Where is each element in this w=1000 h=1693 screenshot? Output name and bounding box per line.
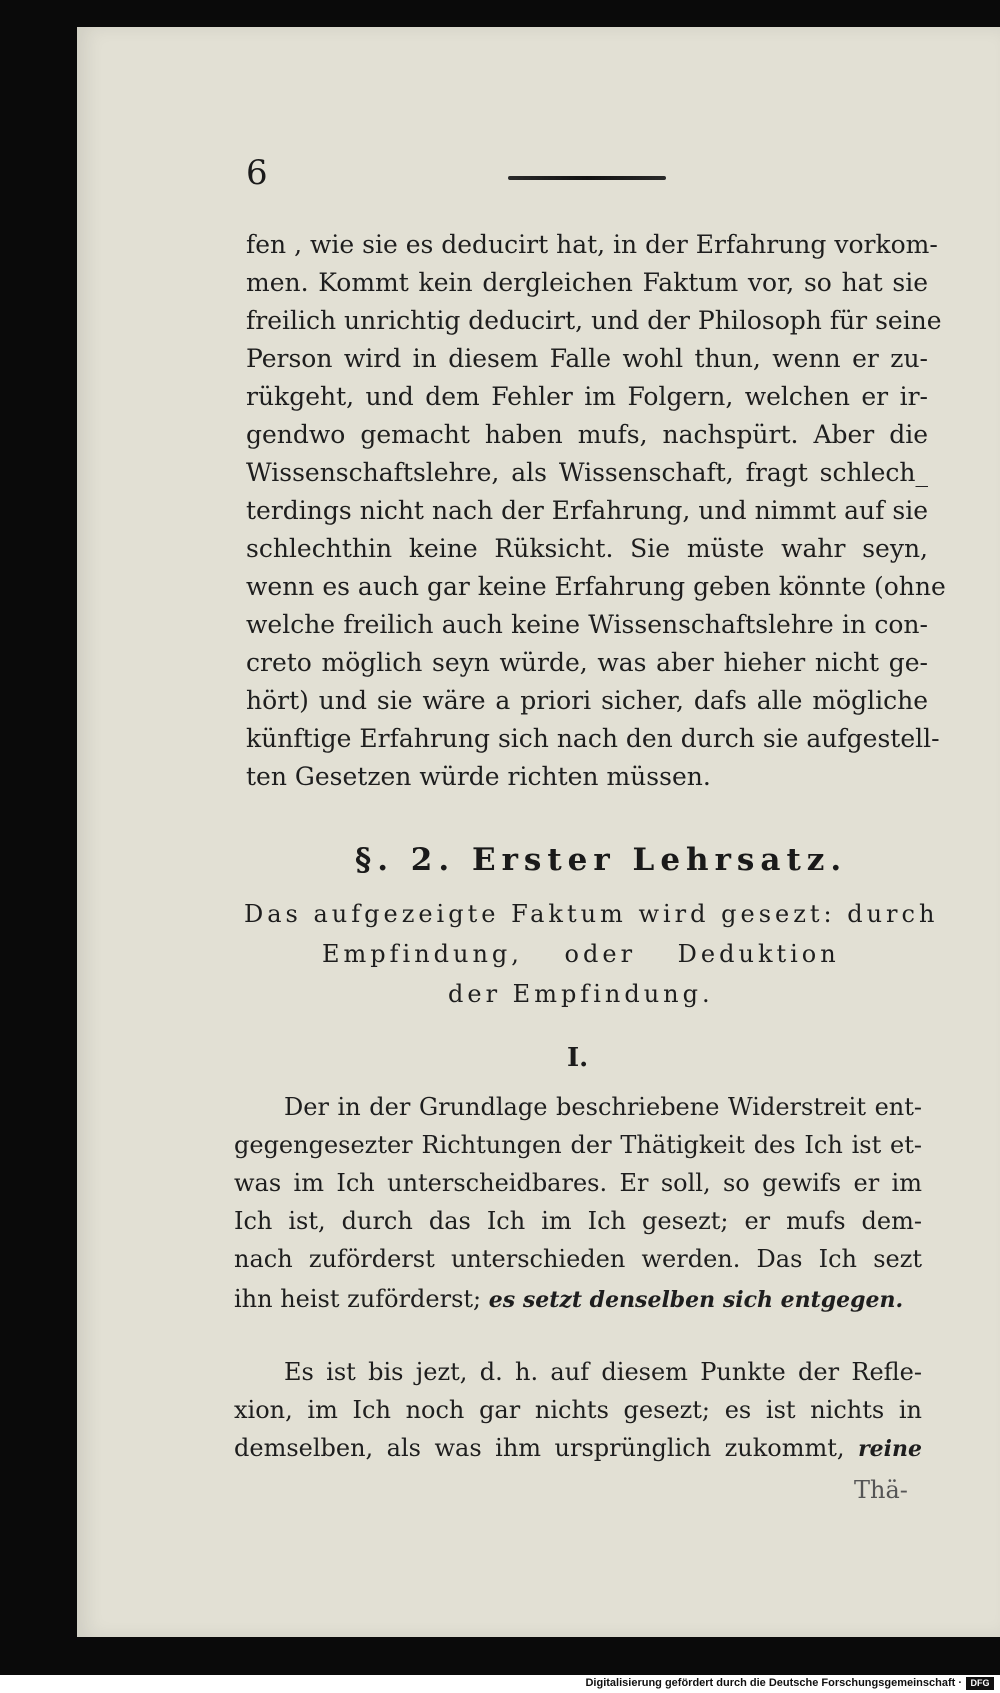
text-line: Es ist bis jezt, d. h. auf diesem Punkte der Refle-: [284, 1358, 922, 1386]
text-plain: ihn heist zuförderst;: [234, 1285, 482, 1313]
text-line: men. Kommt kein dergleichen Faktum vor, so hat sie: [246, 268, 928, 297]
catchword: Thä-: [854, 1476, 908, 1504]
text-line: ten Gesetzen würde richten müssen.: [246, 762, 711, 791]
thesis-line: Das aufgezeigte Faktum wird gesezt: durch: [244, 900, 939, 928]
header-rule: [508, 176, 666, 180]
text-line: Person wird in diesem Falle wohl thun, wenn er zu-: [246, 344, 928, 373]
text-line: [234, 1285, 903, 1313]
thesis-line: Empfindung, oder Deduktion: [322, 940, 840, 968]
text-line: rükgeht, und dem Fehler im Folgern, welchen er ir-: [246, 382, 928, 411]
text-line: künftige Erfahrung sich nach den durch sie aufgestell-: [246, 724, 940, 753]
text-line: was im Ich unterscheidbares. Er soll, so gewifs er im: [234, 1169, 922, 1197]
thesis-line: der Empfindung.: [448, 980, 714, 1008]
text-line: nach zuförderst unterschieden werden. Das Ich sezt: [234, 1245, 922, 1273]
text-line: xion, im Ich noch gar nichts gesezt; es ist nichts in: [234, 1396, 922, 1424]
text-line: Wissenschaftslehre, als Wissenschaft, fragt schlech_: [246, 458, 928, 487]
text-line: fen , wie sie es deducirt hat, in der Erfahrung vorkom-: [246, 230, 938, 259]
text-line: Der in der Grundlage beschriebene Widerstreit ent-: [284, 1093, 922, 1121]
section-heading: §. 2. Erster Lehrsatz.: [355, 842, 848, 878]
text-emphasis: es setzt denselben sich entgegen.: [488, 1287, 904, 1313]
text-plain: demselben, als was ihm ursprünglich zukommt,: [234, 1434, 845, 1462]
text-emphasis: reine: [858, 1436, 922, 1462]
text-line: welche freilich auch keine Wissenschaftslehre in con-: [246, 610, 928, 639]
text-line: gegengesezter Richtungen der Thätigkeit des Ich ist et-: [234, 1131, 922, 1159]
text-line: wenn es auch gar keine Erfahrung geben könnte (ohne: [246, 572, 946, 601]
text-line: freilich unrichtig deducirt, und der Philosoph für seine: [246, 306, 942, 335]
text-line: [234, 1434, 922, 1462]
text-line: terdings nicht nach der Erfahrung, und nimmt auf sie: [246, 496, 928, 525]
text-line: Ich ist, durch das Ich im Ich gesezt; er mufs dem-: [234, 1207, 922, 1235]
text-line: gendwo gemacht haben mufs, nachspürt. Aber die: [246, 420, 928, 449]
footer-credit: Digitalisierung gefördert durch die Deutsche Forschungsgemeinschaft ·: [585, 1677, 962, 1689]
page-number: 6: [246, 153, 268, 193]
text-line: hört) und sie wäre a priori sicher, dafs alle mögliche: [246, 686, 928, 715]
dfg-logo: DFG: [966, 1677, 994, 1690]
text-line: schlechthin keine Rüksicht. Sie müste wahr seyn,: [246, 534, 928, 563]
text-line: creto möglich seyn würde, was aber hieher nicht ge-: [246, 648, 928, 677]
subsection-numeral: I.: [567, 1043, 589, 1073]
